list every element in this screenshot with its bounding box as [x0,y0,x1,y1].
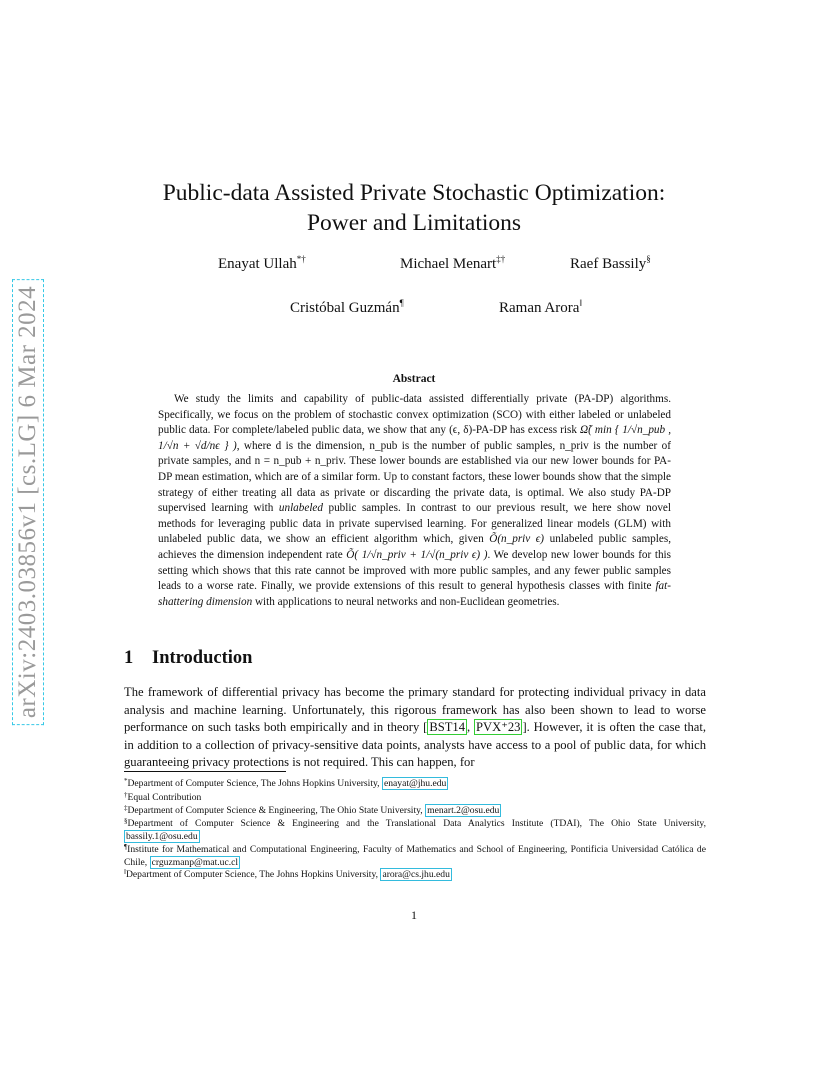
author-name: Cristóbal Guzmán [290,300,400,316]
footnote-4 [124,815,706,843]
risk-formula: Ω̃( min { 1/√n_pub , 1/√n + √d/nϵ } ) [158,424,671,452]
author-1 [218,254,306,273]
email-link[interactable]: menart.2@osu.edu [427,805,500,816]
email-link[interactable]: enayat@jhu.edu [383,778,447,789]
author-mark: ‖ [579,298,582,308]
footnote-text: Department of Computer Science, The Johns Hopkins University, [125,869,381,880]
author-mark: ‡† [496,254,506,264]
section-heading [124,648,252,669]
email-link[interactable]: crguzmanp@mat.uc.cl [151,856,239,868]
rate-formula: Õ( 1/√n_priv + 1/√(n_priv ϵ) ) [346,548,488,561]
abstract-text: . We develop new lower bounds for this setting which shows that this rate cannot be improved with more public samples, and any fewer public samples leads to a worse rate. Finally, we provide extensions of this result to general hypothesis classes with finite [158,548,672,593]
footnote-text: Department of Computer Science & Engineering and the Translational Data Analytics Institute (TDAI), The Ohio State University, [127,818,706,829]
arxiv-stamp-text: arXiv:2403.03856v1 [cs.LG] 6 Mar 2024 [12,279,44,725]
intro-text: , [467,720,475,734]
author-name: Raman Arora [499,300,580,316]
author-mark: ¶ [399,298,404,308]
footnote-mark: ‖ [124,868,126,876]
footnote-text: Department of Computer Science, The Johns Hopkins University, [127,778,382,789]
footnote-mark: ¶ [124,843,128,851]
emphasis: unlabeled [278,502,323,515]
intro-text: The framework of differential privacy has become the primary standard for protecting individual privacy in data analysis and machine learning. Unfortunately, this rigorous framework has also been shown to lead to worse performance on such tasks both empirically and in theory [ [124,685,706,734]
footnote-mark: ‡ [124,804,128,812]
abstract-text: with applications to neural networks and non-Euclidean geometries. [252,595,560,608]
author-mark: § [646,254,651,264]
section-title: Introduction [152,648,253,668]
author-5 [499,298,582,317]
author-name: Raef Bassily [570,256,647,272]
footnote-text: Institute for Mathematical and Computational Engineering, Faculty of Mathematics and School of Engineering, Pontificia Universidad Católica de Chile, [124,844,706,868]
footnote-mark: * [124,777,128,785]
emphasis: fat-shattering dimension [158,580,671,608]
footnote-5 [124,841,706,869]
intro-text: ]. However, it is often the case that, in addition to a collection of privacy-sensitive data points, analysts have access to a pool of public data, for which guaranteeing privacy protections is not required. This can happen, for [124,720,707,769]
footnote-mark: § [124,817,128,825]
section-number: 1 [124,648,134,668]
author-mark: *† [296,254,306,264]
footnote-6 [124,866,706,882]
citation-link[interactable]: PVX⁺23 [476,720,521,734]
page-number: 1 [411,908,417,922]
abstract-text: unlabeled public samples, achieves the dimension independent rate [158,533,672,561]
arxiv-stamp[interactable] [4,262,52,742]
paper-title-line1: Public-data Assisted Private Stochastic Optimization: [162,180,666,206]
footnote-mark: † [124,791,128,799]
footnote-rule [124,771,286,772]
abstract-text: , where d is the dimension, n_pub is the number of public samples, n_priv is the number of private samples, and n = n_pub + n_priv. These lower bounds are established via our new lower bounds for PA-DP mean estimation, which are of a similar form. Up to constant factors, these lower bounds show that the simple strategy of either treating all data as private or discarding the private data, is optimal. We also study PA-DP supervised learning with [158,439,671,515]
paper-title-line2: Power and Limitations [306,210,522,236]
abstract-heading: Abstract [392,373,436,385]
intro-paragraph [124,684,706,772]
citation-link[interactable]: BST14 [429,720,466,734]
abstract-body [158,392,671,610]
author-4 [290,298,404,317]
footnote-text: Department of Computer Science & Engineering, The Ohio State University, [127,805,426,816]
abstract-text: public samples. In contrast to our previous result, we here show novel methods for leveraging public data in private supervised learning. For generalized linear models (GLM) with unlabeled public data, we show an efficient algorithm which, given [158,502,671,546]
abstract-text: We study the limits and capability of public-data assisted differentially private (PA-DP) algorithms. Specifically, we focus on the problem of stochastic convex optimization (SCO) with either labeled or unlabeled public data. For complete/labeled public data, we show that any (ϵ, δ)-PA-DP has excess risk [158,393,671,437]
author-3 [570,254,651,273]
email-link[interactable]: arora@cs.jhu.edu [382,869,450,880]
author-name: Michael Menart [400,256,497,272]
author-name: Enayat Ullah [218,256,297,272]
author-2 [400,254,505,273]
email-link[interactable]: bassily.1@osu.edu [126,830,198,842]
footnote-text: Equal Contribution [127,792,202,803]
sample-formula: Õ(n_priv ϵ) [489,533,545,546]
